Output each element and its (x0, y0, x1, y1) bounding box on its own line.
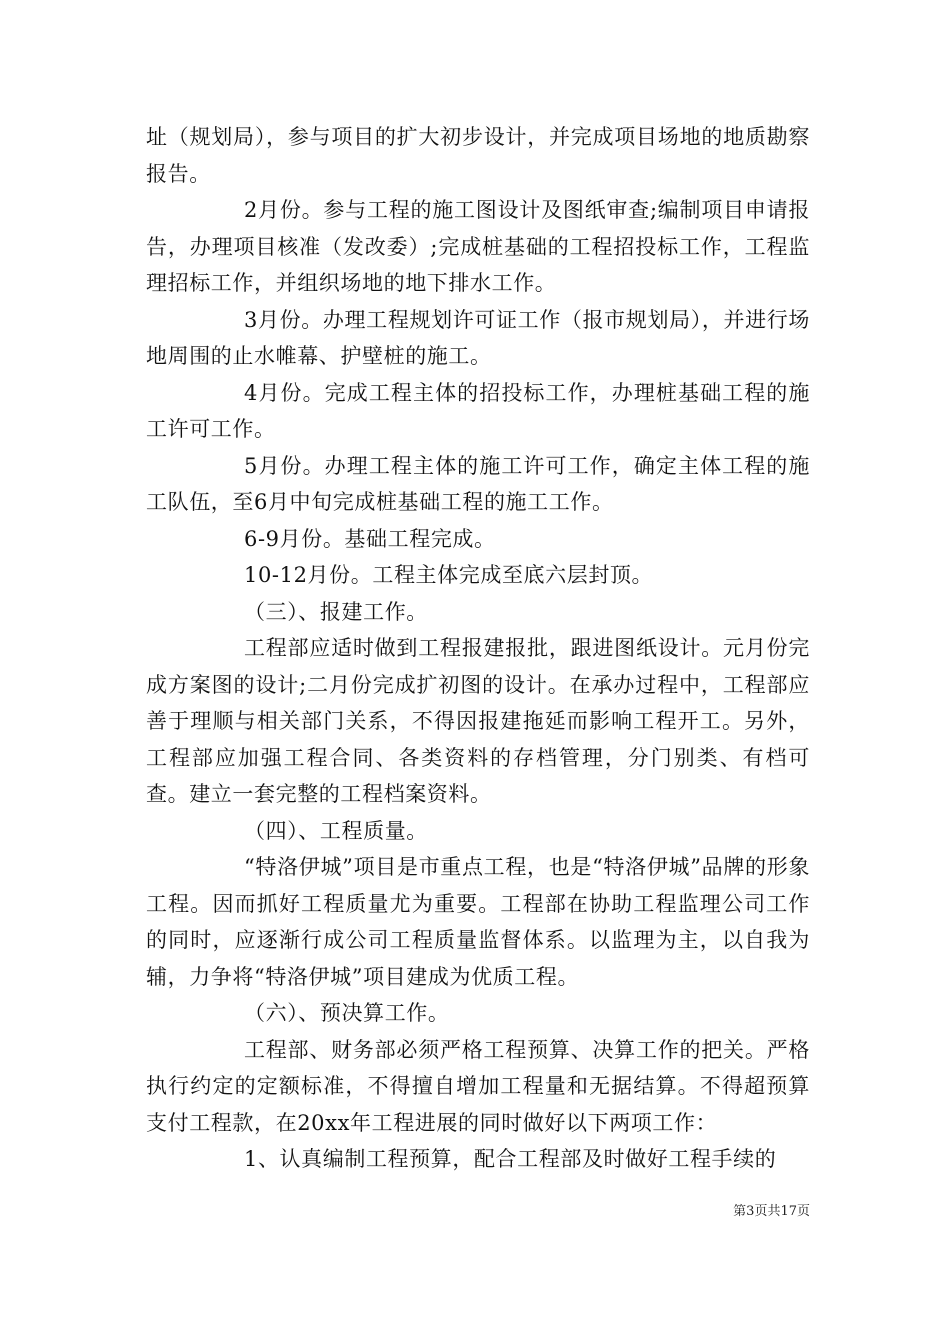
paragraph-may: 5月份。办理工程主体的施工许可工作，确定主体工程的施工队伍，至6月中旬完成桩基础工程的施工工作。 (146, 453, 810, 514)
paragraph-quality: “特洛伊城”项目是市重点工程，也是“特洛伊城”品牌的形象工程。因而抓好工程质量尤为重要。工程部在协助工程监理公司工作的同时，应逐渐行成公司工程质量监督体系。以监理为主，以自我为辅，力争将“特洛伊城”项目建成为优质工程。 (146, 855, 810, 989)
paragraph-february: 2月份。参与工程的施工图设计及图纸审查;编制项目申请报告，办理项目核准（发改委）;完成桩基础的工程招投标工作，工程监理招标工作，并组织场地的地下排水工作。 (146, 198, 810, 295)
document-body (146, 119, 810, 1178)
section-heading-permits: （三）、报建工作。 (244, 599, 428, 624)
paragraph-april: 4月份。完成工程主体的招投标工作，办理桩基础工程的施工许可工作。 (146, 380, 810, 441)
paragraph-budget-item-1: 1、认真编制工程预算，配合工程部及时做好工程手续的 (244, 1147, 777, 1171)
paragraph-site-survey: 址（规划局），参与项目的扩大初步设计，并完成项目场地的地质勘察报告。 (146, 125, 810, 186)
paragraph-october-december: 10-12月份。工程主体完成至底六层封顶。 (244, 563, 654, 587)
section-heading-quality: （四）、工程质量。 (244, 818, 428, 843)
section-heading-budget: （六）、预决算工作。 (244, 1001, 450, 1025)
paragraph-march: 3月份。办理工程规划许可证工作（报市规划局），并进行场地周围的止水帷幕、护壁桩的施工。 (146, 307, 810, 368)
paragraph-budget: 工程部、财务部必须严格工程预算、决算工作的把关。严格执行约定的定额标准，不得擅自增加工程量和无据结算。不得超预算支付工程款，在20xx年工程进展的同时做好以下两项工作： (146, 1037, 810, 1135)
paragraph-permits: 工程部应适时做到工程报建报批，跟进图纸设计。元月份完成方案图的设计;二月份完成扩初图的设计。在承办过程中，工程部应善于理顺与相关部门关系，不得因报建拖延而影响工程开工。另外，工程部应加强工程合同、各类资料的存档管理，分门别类、有档可查。建立一套完整的工程档案资料。 (146, 636, 810, 806)
page-number-footer: 第3页共17页 (733, 1204, 810, 1219)
paragraph-june-september: 6-9月份。基础工程完成。 (244, 526, 496, 551)
